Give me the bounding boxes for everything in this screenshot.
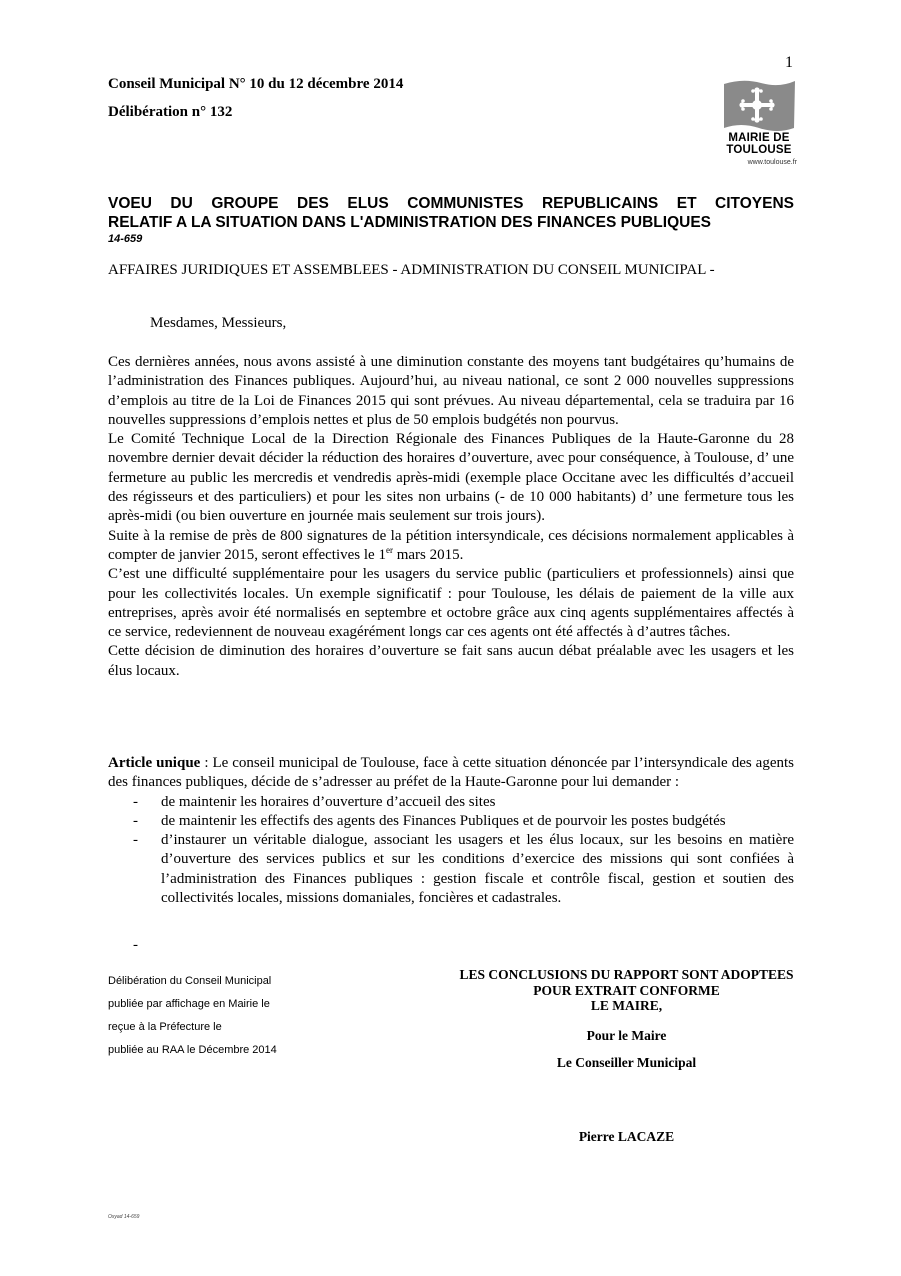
motion-reference: 14-659 [108, 233, 143, 245]
conclusions-block [430, 967, 823, 1014]
article-label: Article unique [108, 755, 201, 771]
bullet-dash: - [133, 793, 138, 810]
salutation: Mesdames, Messieurs, [150, 315, 287, 331]
list-item [108, 831, 794, 908]
bullet-dash: - [133, 812, 138, 829]
superscript: er [385, 544, 393, 555]
list-item-text: d’instaurer un véritable dialogue, associant les usagers et les élus locaux, sur les besoins en matière d’ouverture des services publics et sur les conditions d’exercice des missions qui sont confiées à l’administration des Finances publiques : gestion fiscale et contrôle fiscal, gestion et soutien des collectivités locales, missions domaniales, foncières et cadastrales. [161, 832, 794, 907]
logo-line1: MAIRIE DE [728, 132, 790, 144]
trailing-dash: - [133, 937, 138, 953]
publication-line: publiée au RAA le Décembre 2014 [108, 1044, 277, 1056]
publication-line: publiée par affichage en Mairie le [108, 998, 270, 1010]
publication-line: Délibération du Conseil Municipal [108, 975, 272, 987]
footer-reference: Oxyad 14-659 [108, 1214, 140, 1220]
motion-title-line1: VOEU DU GROUPE DES ELUS COMMUNISTES REPUBLICAINS ET CITOYENS [108, 195, 794, 212]
occitan-cross-flag-icon [721, 78, 797, 132]
pour-le-maire: Pour le Maire [586, 1028, 667, 1043]
signatory-role: Le Conseiller Municipal [556, 1055, 697, 1070]
body-paragraph [108, 527, 794, 566]
motion-title [108, 194, 794, 232]
list-item-text: de maintenir les horaires d’ouverture d’accueil des sites [161, 793, 496, 810]
body-paragraph: C’est une difficulté supplémentaire pour les usagers du service public (particuliers et professionnels) ainsi que pour les collectivités locales. Un exemple significatif : pour Toulouse, les délais de paiement de la ville aux entreprises, après avoir été normalisés en septembre et octobre grâce aux cinq agents supplémentaires affectés à ce service, redeviennent de nouveau exagérément longs car ces agents ont été affectés à d’autres tâches. [108, 566, 794, 641]
article-intro [108, 754, 794, 793]
conclusions-line: POUR EXTRAIT CONFORME [533, 982, 720, 998]
mairie-logo [721, 78, 797, 170]
list-item [108, 812, 794, 831]
list-item-text: de maintenir les effectifs des agents des Finances Publiques et de pourvoir les postes budgétés [161, 812, 726, 829]
council-session-title: Conseil Municipal N° 10 du 12 décembre 2014 [108, 76, 404, 92]
body-text-segment: Suite à la remise de près de 800 signatures de la pétition intersyndicale, ces décisions normalement applicables à compter de janvier 2015, seront effectives le 1 [108, 527, 794, 563]
body-paragraph: Le Comité Technique Local de la Direction Régionale des Finances Publiques de la Haute-Garonne du 28 novembre dernier devait décider la réduction des horaires d’ouverture, avec pour conséquence, à Toulouse, d’ une fermeture au public les mercredis et vendredis après-midi (exemple place Occitane avec les difficultés d’accueil des régisseurs et des particuliers) et pour les sites non urbains (- de 10 000 habitants) d’ une fermeture tous les après-midi (ou bien ouverture en journée mais seulement sur trois jours). [108, 431, 794, 525]
motion-body [108, 353, 794, 681]
deliberation-number: Délibération n° 132 [108, 104, 233, 120]
logo-line2: TOULOUSE [726, 144, 792, 156]
body-paragraph: Ces dernières années, nous avons assisté à une diminution constante des moyens tant budgétaires qu’humains de l’administration des Finances publiques. Aujourd’hui, au niveau national, ce sont 2 000 nouvelles suppressions d’emplois au titre de la Loi de Finances 2015 qui sont prévues. Au niveau départemental, cela se traduira par 16 nouvelles suppressions d’emplois nettes et plus de 50 emplois budgétés non pourvus. [108, 354, 794, 428]
body-paragraph: Cette décision de diminution des horaires d’ouverture se fait sans aucun débat préalable avec les usagers et les élus locaux. [108, 643, 794, 679]
page-number: 1 [785, 54, 793, 71]
conclusions-line: LES CONCLUSIONS DU RAPPORT SONT ADOPTEES [459, 967, 794, 982]
article-text: : Le conseil municipal de Toulouse, face à cette situation dénoncée par l’intersyndicale des agents des finances publiques, décide de s’adresser au préfet de la Haute-Garonne pour lui demander : [108, 755, 794, 791]
service-heading: AFFAIRES JURIDIQUES ET ASSEMBLEES - ADMINISTRATION DU CONSEIL MUNICIPAL - [108, 262, 715, 278]
list-item [108, 793, 794, 812]
logo-url: www.toulouse.fr [747, 159, 797, 166]
bullet-dash: - [133, 832, 138, 849]
conclusions-line: LE MAIRE, [590, 998, 663, 1013]
publication-line: reçue à la Préfecture le [108, 1021, 222, 1033]
logo-wordmark [721, 132, 797, 156]
article-unique [108, 754, 794, 908]
body-text-segment: mars 2015. [392, 546, 464, 563]
motion-title-line2: RELATIF A LA SITUATION DANS L'ADMINISTRATION DES FINANCES PUBLIQUES [108, 214, 712, 231]
signatory-name: Pierre LACAZE [578, 1129, 675, 1144]
demand-list [108, 793, 794, 909]
